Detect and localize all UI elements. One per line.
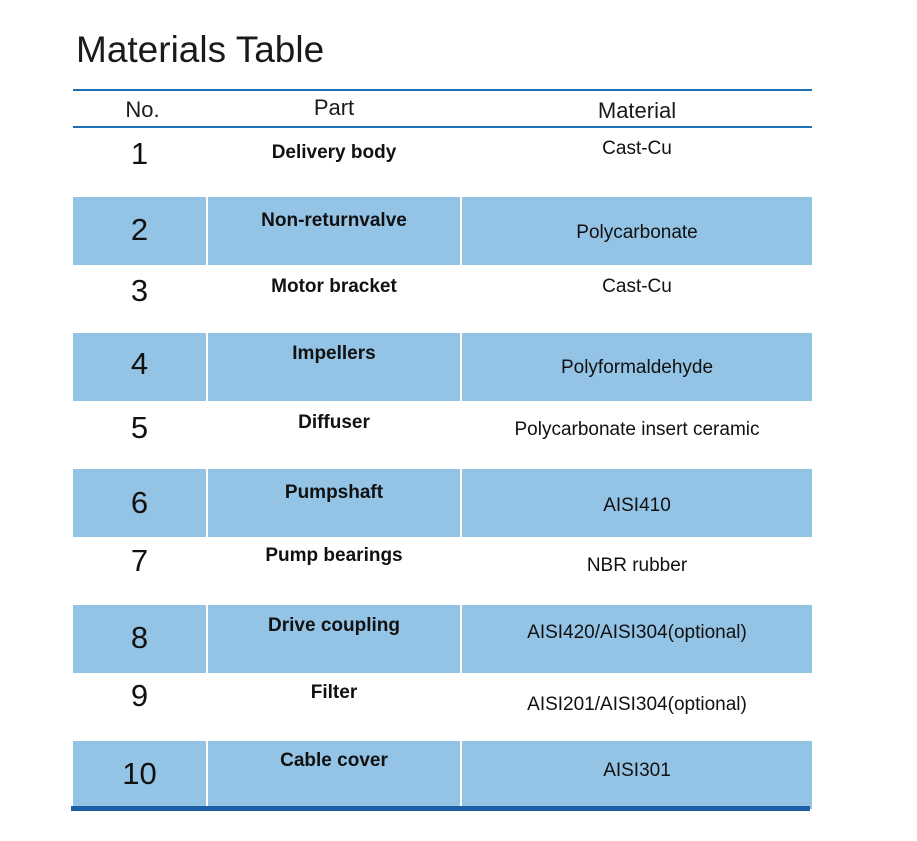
table-row <box>73 741 812 809</box>
table-bottom-rule <box>71 806 810 811</box>
cell-part: Impellers <box>292 343 376 364</box>
cell-part: Diffuser <box>298 412 370 433</box>
header-no: No. <box>125 97 160 122</box>
cell-material: Cast-Cu <box>602 138 672 159</box>
cell-material: Polycarbonate <box>576 222 698 243</box>
cell-material: AISI201/AISI304(optional) <box>527 694 747 715</box>
table-row <box>73 673 812 741</box>
cell-no: 9 <box>130 678 149 713</box>
table-row <box>73 333 812 401</box>
cell-material: NBR rubber <box>586 555 688 576</box>
cell-part: Filter <box>310 682 358 703</box>
cell-no: 2 <box>130 212 149 247</box>
cell-material: AISI410 <box>603 495 671 516</box>
page-title: Materials Table <box>76 29 325 70</box>
cell-material: Polyformaldehyde <box>560 357 714 378</box>
cell-no: 8 <box>130 620 149 655</box>
cell-part: Pumpshaft <box>284 482 384 503</box>
table-row <box>73 129 812 197</box>
table-body <box>73 129 812 809</box>
table-row <box>73 265 812 333</box>
cell-no: 10 <box>122 756 157 791</box>
cell-no: 4 <box>130 346 149 381</box>
table-row <box>73 197 812 265</box>
cell-part: Cable cover <box>280 750 388 771</box>
cell-no: 1 <box>130 136 149 171</box>
table-row <box>73 469 812 537</box>
cell-part: Drive coupling <box>268 615 400 636</box>
cell-part: Pump bearings <box>265 545 403 566</box>
table-row <box>73 537 812 605</box>
cell-material: Cast-Cu <box>602 276 672 297</box>
cell-material: Polycarbonate insert ceramic <box>514 419 760 440</box>
table-header <box>73 89 812 129</box>
cell-no: 7 <box>130 543 149 578</box>
header-part: Part <box>313 95 355 120</box>
table-row <box>73 605 812 673</box>
cell-no: 6 <box>130 485 149 520</box>
cell-part: Delivery body <box>271 142 397 163</box>
cell-part: Non-returnvalve <box>261 210 407 231</box>
cell-no: 3 <box>130 273 149 308</box>
table-row <box>73 401 812 469</box>
cell-material: AISI420/AISI304(optional) <box>527 622 747 643</box>
cell-material: AISI301 <box>603 760 671 781</box>
cell-no: 5 <box>130 410 149 445</box>
header-material: Material <box>597 98 677 123</box>
cell-part: Motor bracket <box>271 276 397 297</box>
